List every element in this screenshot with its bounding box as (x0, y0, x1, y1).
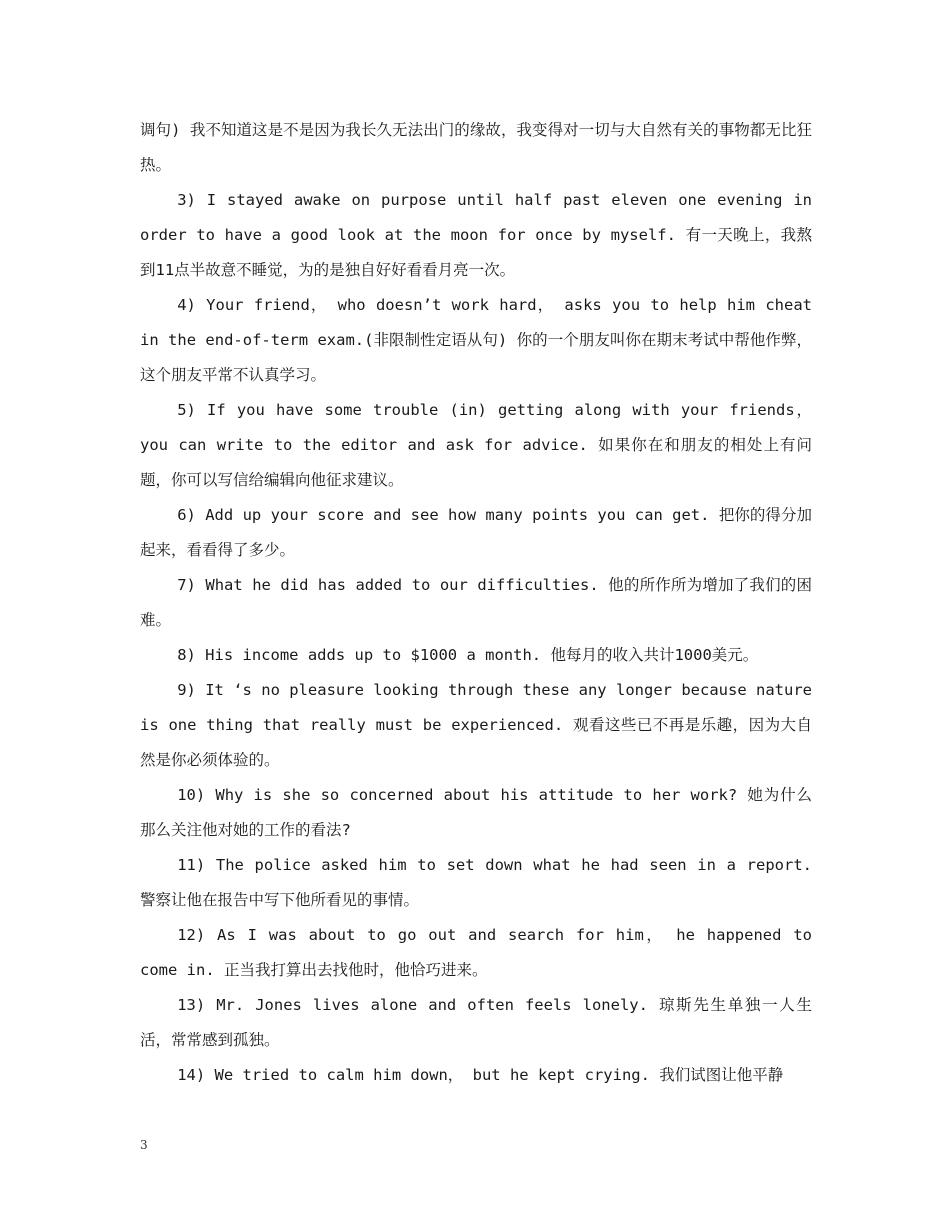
sentence-12: 12) As I was about to go out and search for him， he happened to come in. 正当我打算出去找他时，他恰巧进来。 (140, 926, 812, 979)
sentence-14: 14) We tried to calm him down， but he kept crying. 我们试图让他平静 (177, 1066, 784, 1084)
sentence-11: 11) The police asked him to set down what he had seen in a report. 警察让他在报告中写下他所看见的事情。 (140, 856, 812, 909)
paragraph-continuation: 调句) 我不知道这是不是因为我长久无法出门的缘故，我变得对一切与大自然有关的事物都无比狂热。 (140, 121, 812, 174)
sentence-13: 13) Mr. Jones lives alone and often feels lonely. 琼斯先生单独一人生活，常常感到孤独。 (140, 996, 812, 1049)
sentence-6: 6) Add up your score and see how many points you can get. 把你的得分加起来，看看得了多少。 (140, 506, 812, 559)
sentence-8: 8) His income adds up to $1000 a month. 他每月的收入共计1000美元。 (177, 646, 759, 664)
sentence-10: 10) Why is she so concerned about his attitude to her work? 她为什么那么关注他对她的工作的看法? (140, 786, 812, 839)
sentence-4: 4) Your friend， who doesn’t work hard， asks you to help him cheat in the end-of-term exam.(非限制性定语从句) 你的一个朋友叫你在期末考试中帮他作弊，这个朋友平常不认真学习。 (140, 296, 812, 384)
document-body (140, 113, 812, 1093)
page-number: 3 (140, 1138, 148, 1152)
sentence-7: 7) What he did has added to our difficulties. 他的所作所为增加了我们的困难。 (140, 576, 812, 629)
sentence-9: 9) It ‘s no pleasure looking through these any longer because nature is one thing that really must be experienced. 观看这些已不再是乐趣，因为大自然是你必须体验的。 (140, 681, 812, 769)
sentence-5: 5) If you have some trouble (in) getting along with your friends，you can write to the editor and ask for advice. 如果你在和朋友的相处上有问题，你可以写信给编辑向他征求建议。 (140, 401, 812, 489)
sentence-3: 3) I stayed awake on purpose until half past eleven one evening in order to have a good look at the moon for once by myself. 有一天晚上，我熬到11点半故意不睡觉，为的是独自好好看看月亮一次。 (140, 191, 812, 279)
